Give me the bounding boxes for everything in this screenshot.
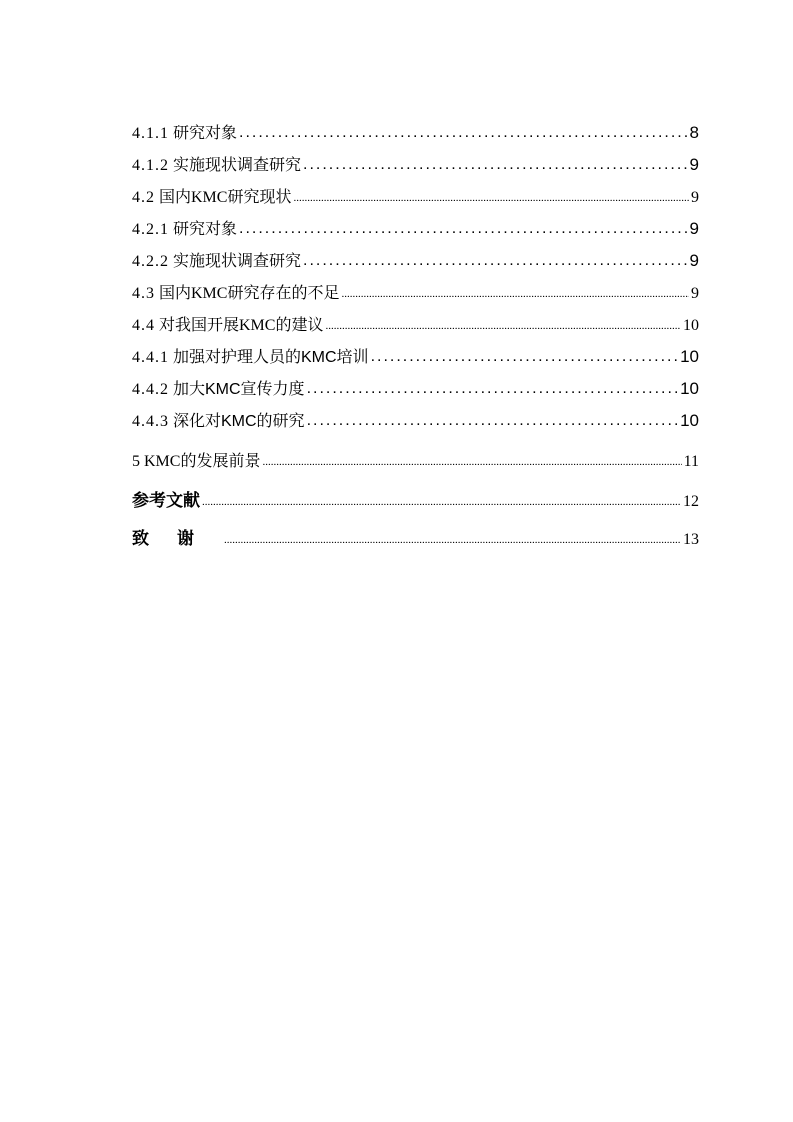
toc-page-number: 9 bbox=[689, 155, 699, 174]
toc-leader-dots bbox=[303, 156, 688, 174]
toc-leader-dots bbox=[224, 534, 681, 546]
toc-page-number: 8 bbox=[689, 123, 699, 142]
table-of-contents bbox=[132, 120, 699, 556]
toc-leader-dots bbox=[239, 220, 688, 238]
toc-entry-4-4-3[interactable] bbox=[132, 408, 699, 440]
toc-entry-4-1-1[interactable] bbox=[132, 120, 699, 152]
toc-page-number: 9 bbox=[689, 219, 699, 238]
toc-entry-4-1-2[interactable] bbox=[132, 152, 699, 184]
toc-entry-title: 对我国开展KMC的建议 bbox=[159, 317, 324, 334]
toc-entry-title: 深化对KMC的研究 bbox=[173, 413, 305, 430]
toc-leader-dots bbox=[371, 348, 679, 366]
toc-entry-number: 4.4.1 bbox=[132, 349, 169, 366]
toc-page-number: 11 bbox=[683, 453, 699, 470]
toc-entry-number: 4.1.2 bbox=[132, 157, 169, 174]
toc-entry-4-2-1[interactable] bbox=[132, 216, 699, 248]
toc-entry-title: 研究对象 bbox=[173, 125, 238, 142]
toc-leader-dots bbox=[325, 320, 681, 332]
toc-page-number: 10 bbox=[680, 379, 699, 398]
toc-entry-number: 4.1.1 bbox=[132, 125, 169, 142]
toc-leader-dots bbox=[341, 288, 689, 300]
toc-entry-title: 参考文献 bbox=[132, 491, 200, 511]
toc-page-number: 13 bbox=[683, 531, 699, 548]
toc-entry-4-4-1[interactable] bbox=[132, 344, 699, 376]
toc-entry-number: 4.4.3 bbox=[132, 413, 169, 430]
toc-entry-4-3[interactable] bbox=[132, 280, 699, 312]
toc-page-number: 9 bbox=[691, 285, 699, 302]
toc-entry-title: 国内KMC研究存在的不足 bbox=[159, 285, 340, 302]
toc-entry-title: 实施现状调查研究 bbox=[173, 253, 302, 270]
toc-leader-dots bbox=[307, 380, 679, 398]
toc-entry-4-2-2[interactable] bbox=[132, 248, 699, 280]
toc-leader-dots bbox=[293, 192, 689, 204]
toc-entry-4-4[interactable] bbox=[132, 312, 699, 344]
toc-entry-number: 4.2 bbox=[132, 189, 155, 206]
toc-page-number: 10 bbox=[680, 411, 699, 430]
toc-entry-number: 4.2.1 bbox=[132, 221, 169, 238]
toc-entry-number: 4.4.2 bbox=[132, 381, 169, 398]
toc-entry-title: 致谢 bbox=[132, 529, 222, 549]
toc-page-number: 10 bbox=[683, 317, 699, 334]
toc-leader-dots bbox=[262, 456, 681, 468]
toc-entry-number: 4.4 bbox=[132, 317, 155, 334]
toc-entry-number: 4.3 bbox=[132, 285, 155, 302]
toc-page-number: 9 bbox=[691, 189, 699, 206]
toc-entry-title: KMC的发展前景 bbox=[144, 453, 261, 470]
toc-page-number: 10 bbox=[680, 347, 699, 366]
toc-page-number: 9 bbox=[689, 251, 699, 270]
toc-entry-5[interactable] bbox=[132, 448, 699, 480]
toc-leader-dots bbox=[202, 496, 681, 508]
toc-entry-title: 实施现状调查研究 bbox=[173, 157, 302, 174]
toc-leader-dots bbox=[307, 412, 679, 430]
toc-page-number: 12 bbox=[683, 493, 699, 510]
toc-leader-dots bbox=[303, 252, 688, 270]
toc-entry-4-4-2[interactable] bbox=[132, 376, 699, 408]
toc-entry-number: 5 bbox=[132, 453, 140, 470]
toc-entry-references[interactable] bbox=[132, 486, 699, 518]
toc-entry-acknowledgements[interactable] bbox=[132, 524, 699, 556]
toc-entry-number: 4.2.2 bbox=[132, 253, 169, 270]
toc-entry-title: 加强对护理人员的KMC培训 bbox=[173, 349, 369, 366]
toc-leader-dots bbox=[239, 124, 688, 142]
toc-entry-title: 加大KMC宣传力度 bbox=[173, 381, 305, 398]
toc-entry-title: 国内KMC研究现状 bbox=[159, 189, 292, 206]
toc-entry-title: 研究对象 bbox=[173, 221, 238, 238]
toc-entry-4-2[interactable] bbox=[132, 184, 699, 216]
